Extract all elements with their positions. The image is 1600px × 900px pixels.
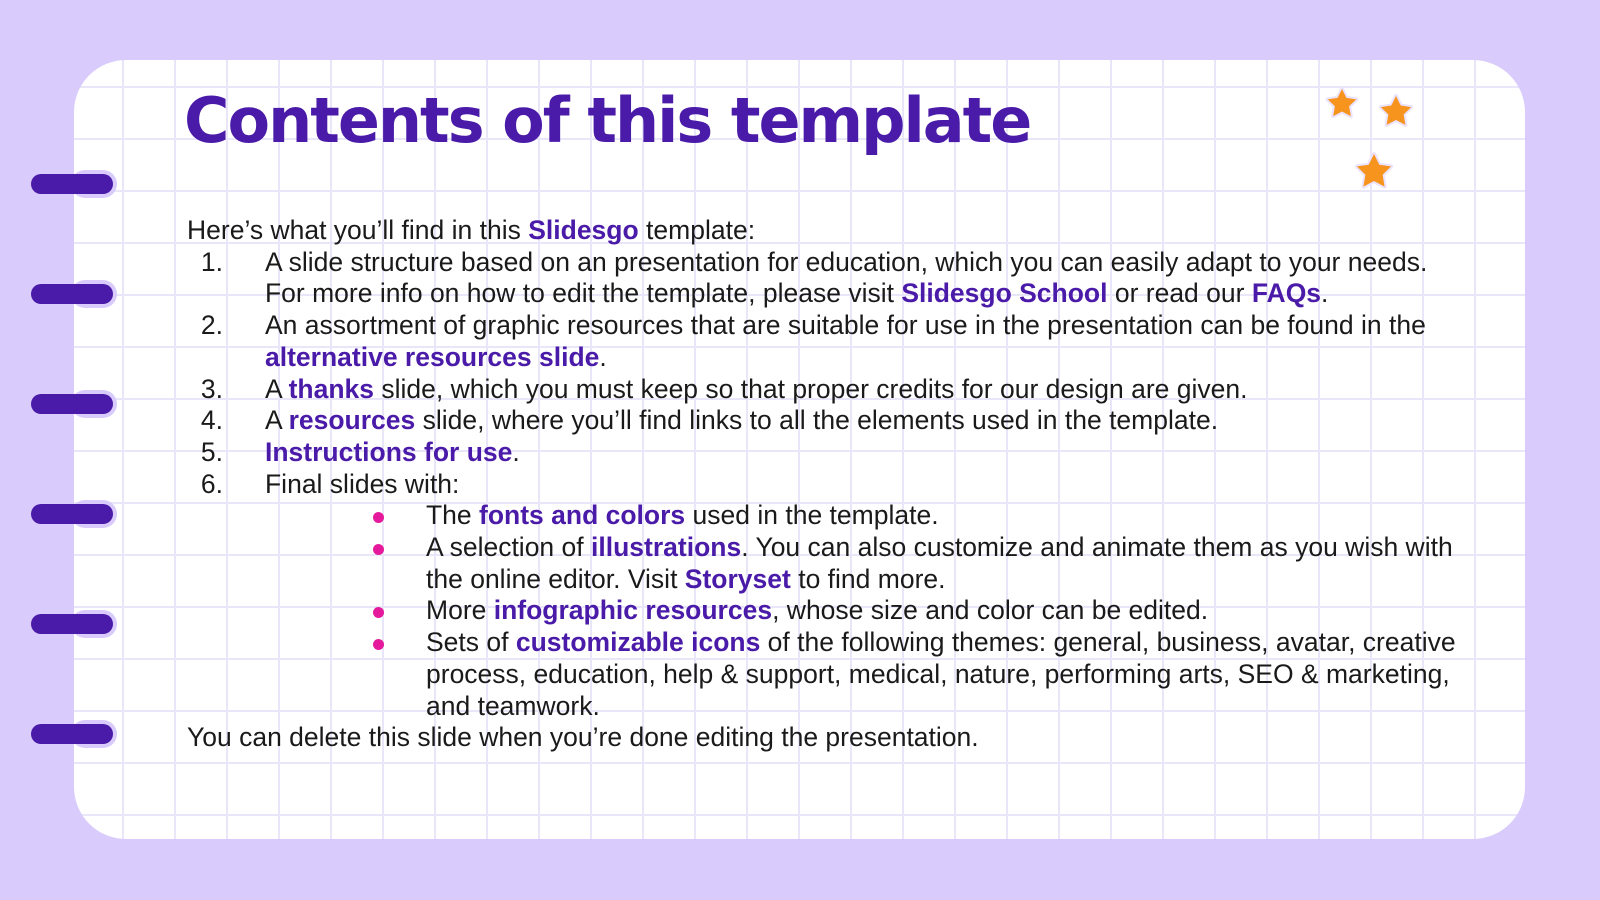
binder-ring xyxy=(31,280,117,308)
footer-note: You can delete this slide when you’re done editing the presentation. xyxy=(187,722,979,753)
intro-text: Here’s what you’ll find in this xyxy=(187,215,529,245)
list-item-text xyxy=(265,374,1457,406)
item-text-part: More xyxy=(426,595,494,626)
list-number: 5. xyxy=(200,436,223,467)
list-number: 3. xyxy=(200,373,223,404)
list-item xyxy=(187,405,1457,437)
item-text-part: A xyxy=(265,373,289,404)
list-item-text xyxy=(265,469,1457,501)
star-icon xyxy=(1324,86,1360,122)
item-text-part: or read our xyxy=(1107,278,1252,309)
list-item-text xyxy=(265,437,1457,469)
highlight-link[interactable]: fonts and colors xyxy=(479,500,686,531)
list-item xyxy=(187,469,1457,501)
highlight-link[interactable]: Slidesgo School xyxy=(901,278,1108,309)
highlight-link[interactable]: thanks xyxy=(288,373,374,404)
highlight-link[interactable]: illustrations xyxy=(591,532,742,563)
binder-ring xyxy=(31,170,117,198)
list-item-text xyxy=(265,247,1457,310)
highlight-link[interactable]: alternative resources slide xyxy=(265,341,600,372)
intro-text-end: template: xyxy=(638,215,756,245)
bullet-icon xyxy=(187,627,426,722)
bullet-item-text xyxy=(426,500,1457,532)
highlight-link[interactable]: FAQs xyxy=(1251,278,1322,309)
item-text-part: to find more. xyxy=(790,563,946,594)
bullet-item xyxy=(187,532,1457,595)
item-text-part: . xyxy=(1321,278,1329,309)
bullet-item-text xyxy=(426,595,1457,627)
item-text-part: slide, where you’ll find links to all the elements used in the template. xyxy=(415,405,1219,436)
list-item-text xyxy=(265,310,1457,373)
list-item xyxy=(187,374,1457,406)
item-text-part: , whose size and color can be edited. xyxy=(772,595,1209,626)
item-text-part: A slide structure based on an presentation for education, which you can easily adapt to your needs. For more info on how to edit the template, please visit xyxy=(265,246,1428,309)
highlight-link[interactable]: infographic resources xyxy=(493,595,773,626)
contents-text xyxy=(187,215,1457,754)
bullet-icon xyxy=(187,500,426,532)
item-text-part: used in the template. xyxy=(685,500,939,531)
bullet-icon xyxy=(187,595,426,627)
binder-ring xyxy=(31,500,117,528)
list-item xyxy=(187,310,1457,373)
star-icon xyxy=(1352,150,1396,194)
bullet-icon xyxy=(187,532,426,595)
intro-line xyxy=(187,215,1457,247)
list-number: 4. xyxy=(200,405,223,436)
item-text-part: Final slides with: xyxy=(265,468,460,499)
item-text-part: A xyxy=(265,405,289,436)
list-item xyxy=(187,437,1457,469)
numbered-list xyxy=(187,247,1457,501)
star-icon xyxy=(1376,92,1416,132)
stars-decoration xyxy=(1330,82,1450,202)
highlight-link[interactable]: resources xyxy=(288,405,416,436)
item-text-part: . You can also customize and animate them as you wish with the online editor. Visit xyxy=(426,532,1453,594)
binder-ring xyxy=(31,390,117,418)
item-text-part: An assortment of graphic resources that are suitable for use in the presentation can be found in the xyxy=(265,310,1426,341)
list-item-text xyxy=(265,405,1457,437)
highlight-link[interactable]: Instructions for use xyxy=(265,436,513,467)
list-number: 2. xyxy=(200,310,223,341)
item-text-part: slide, which you must keep so that proper credits for our design are given. xyxy=(374,373,1248,404)
binder-ring xyxy=(31,610,117,638)
bullet-item xyxy=(187,595,1457,627)
bullet-list xyxy=(187,500,1457,722)
item-text-part: A selection of xyxy=(426,532,591,563)
bullet-item-text xyxy=(426,627,1457,722)
page-title: Contents of this template xyxy=(184,84,1031,157)
list-number: 1. xyxy=(200,246,223,277)
slidesgo-link[interactable]: Slidesgo xyxy=(528,215,639,245)
list-number: 6. xyxy=(200,468,223,499)
item-text-part: . xyxy=(512,436,520,467)
item-text-part: . xyxy=(599,341,607,372)
list-item xyxy=(187,247,1457,310)
item-text-part: The xyxy=(426,500,480,531)
item-text-part: Sets of xyxy=(426,627,516,658)
highlight-link[interactable]: customizable icons xyxy=(515,627,761,658)
bullet-item-text xyxy=(426,532,1457,595)
item-text-part: of the following themes: general, business, avatar, creative process, education, help & support, medical, nature, performing arts, SEO & marketing, and teamwork. xyxy=(426,627,1456,721)
highlight-link[interactable]: Storyset xyxy=(684,563,791,594)
binder-ring xyxy=(31,720,117,748)
bullet-item xyxy=(187,627,1457,722)
bullet-item xyxy=(187,500,1457,532)
